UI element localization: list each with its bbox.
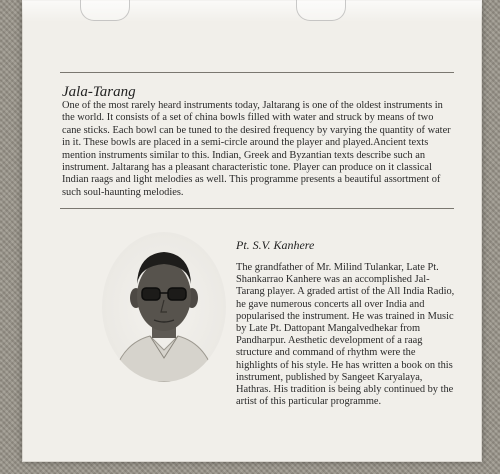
artist-portrait	[102, 232, 226, 382]
case-tab-right	[296, 0, 346, 21]
artist-name: Pt. S.V. Kanhere	[236, 238, 315, 252]
top-divider	[60, 72, 454, 73]
portrait-illustration	[102, 232, 226, 382]
case-tab-left	[80, 0, 130, 21]
artist-biography: The grandfather of Mr. Milind Tulankar, Late Pt. Shankarrao Kanhere was an accomplished Jal-Tarang player. A graded artist of the All India Radio, he gave numerous concerts all over India and popularised the instrument. He was trained in Music by Late Pt. Dattopant Mangalvedhekar from Pandharpur. Aesthetic development of a raag structure and command of rhythm were the highlights of his style. He has written a book on this instrument, published by Sangeet Karyalaya, Hathras. His tradition is being ably continued by the artist of this particular programme.	[236, 262, 455, 408]
middle-divider	[60, 208, 454, 209]
instrument-description: One of the most rarely heard instruments today, Jaltarang is one of the oldest instruments in the world. It consists of a set of china bowls filled with water and struck by means of two cane sticks. Each bowl can be tuned to the desired frequency by varying the quantity of water in it. These bowls are placed in a semi-circle around the player and played.Ancient texts mention instruments similar to this. Indian, Greek and Byzantian texts describe such an instrument. Jaltarang has a pleasant characteristic tone. Player can produce on it classical Indian raags and light melodies as well. This programme presents a beautiful assortment of such soul-haunting melodies.	[62, 100, 451, 198]
section-title: Jala-Tarang	[62, 84, 136, 100]
liner-notes-booklet	[22, 0, 482, 462]
